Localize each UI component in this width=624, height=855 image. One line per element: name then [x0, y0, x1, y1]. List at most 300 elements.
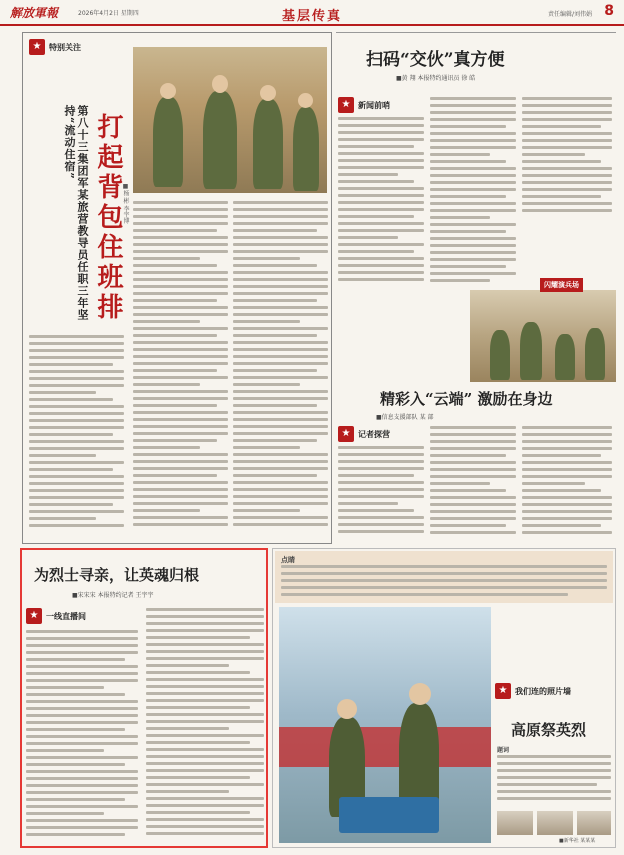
- text-line: [522, 461, 612, 464]
- text-line: [133, 446, 200, 449]
- text-line: [430, 244, 516, 247]
- text-line: [26, 672, 138, 675]
- feature-byline: ■杨 彬 李宇博: [122, 183, 129, 224]
- text-line: [133, 250, 228, 253]
- text-line: [338, 453, 424, 456]
- text-line: [29, 447, 124, 450]
- text-line: [26, 630, 138, 633]
- martyr-body-col1: [26, 630, 138, 842]
- text-line: [233, 481, 328, 484]
- text-line: [133, 362, 228, 365]
- feature-photo: [133, 47, 327, 193]
- text-line: [133, 397, 228, 400]
- text-line: [29, 496, 124, 499]
- text-line: [133, 320, 200, 323]
- pointers-box: [275, 551, 613, 603]
- reporter-visit-tag: ★ 记者探营: [338, 426, 390, 442]
- text-line: [233, 425, 328, 428]
- text-line: [233, 383, 300, 386]
- text-line: [133, 292, 228, 295]
- text-line: [497, 769, 611, 772]
- text-line: [430, 454, 506, 457]
- text-line: [430, 181, 516, 184]
- text-line: [338, 166, 424, 169]
- text-line: [26, 686, 104, 689]
- text-line: [233, 418, 328, 421]
- text-line: [26, 721, 138, 724]
- text-line: [133, 355, 228, 358]
- text-line: [522, 531, 612, 534]
- text-line: [522, 482, 585, 485]
- text-line: [233, 229, 317, 232]
- text-line: [338, 152, 424, 155]
- text-line: [29, 426, 124, 429]
- text-line: [338, 145, 414, 148]
- text-line: [233, 299, 317, 302]
- text-line: [430, 503, 516, 506]
- text-line: [133, 460, 228, 463]
- text-line: [146, 706, 250, 709]
- text-line: [26, 700, 138, 703]
- text-line: [522, 153, 585, 156]
- text-line: [522, 426, 612, 429]
- text-line: [133, 432, 228, 435]
- text-line: [133, 306, 228, 309]
- text-line: [430, 265, 506, 268]
- text-line: [233, 334, 317, 337]
- text-line: [146, 664, 229, 667]
- plateau-credit: ■新华社 某某某: [559, 838, 596, 844]
- cloud-body-col1: [338, 446, 424, 538]
- text-line: [146, 818, 264, 821]
- text-line: [281, 572, 607, 575]
- text-line: [133, 509, 200, 512]
- text-line: [26, 707, 138, 710]
- text-line: [233, 250, 328, 253]
- text-line: [430, 97, 516, 100]
- martyr-byline: ■宋宋宋 本报特约记者 王宇宇: [72, 592, 154, 599]
- text-line: [430, 258, 516, 261]
- pointers-text: [281, 565, 607, 601]
- text-line: [233, 516, 328, 519]
- text-line: [233, 236, 328, 239]
- text-line: [522, 195, 601, 198]
- star-icon: ★: [29, 39, 45, 55]
- text-line: [522, 97, 612, 100]
- drill-photo: [470, 290, 616, 382]
- text-line: [133, 201, 228, 204]
- text-line: [233, 306, 328, 309]
- article-plateau: [272, 548, 616, 848]
- text-line: [338, 243, 424, 246]
- plateau-body: [497, 755, 611, 807]
- text-line: [233, 285, 328, 288]
- text-line: [29, 363, 113, 366]
- text-line: [338, 236, 398, 239]
- photo-wall-tag: ★ 我们连的照片墙: [495, 683, 571, 699]
- text-line: [430, 461, 516, 464]
- text-line: [233, 474, 317, 477]
- text-line: [133, 425, 228, 428]
- text-line: [146, 783, 264, 786]
- text-line: [233, 432, 328, 435]
- text-line: [146, 671, 250, 674]
- text-line: [233, 495, 328, 498]
- text-line: [430, 125, 506, 128]
- text-line: [29, 349, 124, 352]
- text-line: [233, 341, 328, 344]
- text-line: [26, 819, 138, 822]
- text-line: [133, 495, 228, 498]
- text-line: [338, 229, 424, 232]
- text-line: [430, 195, 506, 198]
- qr-headline: 扫码“交伙”真方便: [366, 50, 505, 70]
- text-line: [29, 461, 124, 464]
- text-line: [26, 833, 125, 836]
- text-line: [26, 826, 138, 829]
- text-line: [338, 131, 424, 134]
- text-line: [497, 783, 597, 786]
- text-line: [522, 468, 612, 471]
- text-line: [430, 531, 516, 534]
- text-line: [233, 439, 317, 442]
- text-line: [522, 503, 612, 506]
- text-line: [281, 586, 607, 589]
- text-line: [146, 650, 264, 653]
- text-line: [522, 146, 612, 149]
- text-line: [29, 510, 124, 513]
- plateau-sub-label: 题词: [497, 747, 510, 754]
- text-line: [522, 209, 612, 212]
- text-line: [338, 481, 424, 484]
- text-line: [133, 334, 217, 337]
- text-line: [26, 644, 138, 647]
- cloud-byline: ■信息支援部队 某 部: [376, 414, 434, 421]
- text-line: [430, 230, 506, 233]
- text-line: [233, 376, 328, 379]
- text-line: [497, 755, 611, 758]
- text-line: [522, 118, 612, 121]
- text-line: [146, 804, 264, 807]
- text-line: [26, 714, 138, 717]
- masthead: [0, 0, 624, 26]
- qr-body-col3: [522, 97, 612, 222]
- text-line: [146, 713, 264, 716]
- text-line: [233, 278, 328, 281]
- text-line: [133, 341, 228, 344]
- text-line: [430, 118, 516, 121]
- text-line: [233, 271, 328, 274]
- text-line: [430, 433, 516, 436]
- text-line: [29, 412, 124, 415]
- text-line: [430, 440, 516, 443]
- text-line: [26, 693, 125, 696]
- text-line: [430, 153, 490, 156]
- text-line: [233, 362, 328, 365]
- text-line: [29, 524, 124, 527]
- text-line: [338, 278, 424, 281]
- text-line: [133, 229, 217, 232]
- text-line: [522, 167, 612, 170]
- text-line: [133, 418, 228, 421]
- text-line: [26, 763, 125, 766]
- text-line: [430, 146, 516, 149]
- text-line: [29, 335, 124, 338]
- text-line: [233, 215, 328, 218]
- text-line: [430, 510, 516, 513]
- article-martyr-family: [20, 548, 268, 848]
- text-line: [430, 482, 490, 485]
- text-line: [29, 468, 113, 471]
- text-line: [146, 762, 264, 765]
- text-line: [430, 517, 516, 520]
- plateau-headline: 高原祭英烈: [511, 721, 587, 739]
- text-line: [338, 194, 424, 197]
- star-icon: ★: [26, 608, 42, 624]
- text-line: [522, 524, 601, 527]
- text-line: [133, 299, 217, 302]
- qr-body-col2: [430, 97, 516, 287]
- text-line: [26, 742, 138, 745]
- text-line: [29, 503, 113, 506]
- text-line: [338, 488, 424, 491]
- text-line: [26, 798, 125, 801]
- text-line: [26, 812, 104, 815]
- text-line: [338, 495, 424, 498]
- text-line: [26, 637, 138, 640]
- text-line: [233, 523, 328, 526]
- pointers-label: 点睛: [281, 556, 295, 564]
- text-line: [146, 629, 264, 632]
- text-line: [338, 250, 414, 253]
- text-line: [338, 530, 424, 533]
- text-line: [430, 426, 516, 429]
- text-line: [338, 264, 424, 267]
- text-line: [233, 292, 328, 295]
- martyr-body-col2: [146, 608, 264, 842]
- text-line: [133, 285, 228, 288]
- text-line: [133, 278, 228, 281]
- text-line: [338, 208, 424, 211]
- text-line: [146, 678, 264, 681]
- text-line: [338, 509, 414, 512]
- text-line: [29, 475, 124, 478]
- text-line: [522, 510, 612, 513]
- text-line: [522, 517, 612, 520]
- star-icon: ★: [338, 426, 354, 442]
- text-line: [133, 313, 228, 316]
- newspaper-logo: 解放軍報: [10, 6, 59, 20]
- text-line: [146, 797, 264, 800]
- text-line: [29, 377, 124, 380]
- text-line: [146, 622, 264, 625]
- text-line: [338, 187, 424, 190]
- text-line: [133, 453, 228, 456]
- text-line: [430, 524, 506, 527]
- text-line: [233, 327, 328, 330]
- star-icon: ★: [495, 683, 511, 699]
- frontline-live-tag: ★ 一线直播间: [26, 608, 86, 624]
- text-line: [133, 390, 228, 393]
- text-line: [26, 770, 138, 773]
- text-line: [133, 488, 228, 491]
- text-line: [233, 488, 328, 491]
- text-line: [29, 454, 96, 457]
- text-line: [146, 776, 250, 779]
- text-line: [497, 797, 611, 800]
- text-line: [233, 460, 328, 463]
- text-line: [522, 454, 601, 457]
- text-line: [133, 516, 228, 519]
- text-line: [29, 384, 124, 387]
- text-line: [146, 755, 264, 758]
- text-line: [338, 180, 414, 183]
- text-line: [338, 271, 424, 274]
- text-line: [133, 243, 228, 246]
- text-line: [146, 720, 264, 723]
- text-line: [26, 749, 104, 752]
- text-line: [338, 201, 424, 204]
- text-line: [133, 467, 228, 470]
- plateau-small-photo-1: [497, 811, 533, 835]
- text-line: [146, 741, 250, 744]
- plateau-photo: [279, 607, 491, 843]
- text-line: [522, 188, 612, 191]
- text-line: [133, 383, 200, 386]
- martyr-headline: 为烈士寻亲，让英魂归根: [34, 566, 200, 584]
- text-line: [338, 502, 398, 505]
- text-line: [133, 257, 200, 260]
- text-line: [430, 188, 516, 191]
- text-line: [522, 433, 612, 436]
- text-line: [430, 489, 506, 492]
- text-line: [233, 509, 300, 512]
- text-line: [133, 502, 228, 505]
- qr-byline: ■黄 翔 本报特约通讯员 徐 皓: [396, 75, 476, 82]
- text-line: [133, 474, 217, 477]
- text-line: [338, 173, 398, 176]
- text-line: [233, 320, 300, 323]
- text-line: [146, 615, 264, 618]
- page-number: 8: [604, 3, 614, 19]
- text-line: [430, 216, 490, 219]
- text-line: [133, 376, 228, 379]
- text-line: [281, 579, 607, 582]
- text-line: [146, 699, 264, 702]
- text-line: [29, 489, 124, 492]
- text-line: [26, 728, 125, 731]
- text-line: [430, 111, 516, 114]
- text-line: [26, 679, 138, 682]
- text-line: [133, 208, 228, 211]
- text-line: [29, 433, 113, 436]
- text-line: [146, 825, 264, 828]
- text-line: [146, 769, 264, 772]
- text-line: [26, 665, 138, 668]
- text-line: [233, 453, 328, 456]
- text-line: [233, 502, 328, 505]
- text-line: [430, 468, 516, 471]
- text-line: [338, 460, 424, 463]
- text-line: [338, 215, 414, 218]
- text-line: [281, 565, 607, 568]
- text-line: [430, 272, 516, 275]
- article-cloud: [336, 386, 616, 542]
- feature-special-focus: [22, 32, 332, 544]
- text-line: [146, 685, 264, 688]
- text-line: [26, 658, 125, 661]
- text-line: [133, 411, 228, 414]
- text-line: [430, 132, 516, 135]
- feature-body-col2: [133, 201, 228, 536]
- star-icon: ★: [338, 97, 354, 113]
- page-section-title: 基层传真: [281, 9, 342, 24]
- text-line: [29, 482, 124, 485]
- text-line: [522, 174, 612, 177]
- text-line: [430, 223, 516, 226]
- text-line: [522, 181, 612, 184]
- text-line: [338, 159, 424, 162]
- text-line: [338, 474, 414, 477]
- text-line: [146, 734, 264, 737]
- text-line: [522, 475, 612, 478]
- text-line: [430, 447, 516, 450]
- text-line: [338, 138, 424, 141]
- text-line: [233, 404, 317, 407]
- text-line: [522, 111, 612, 114]
- text-line: [26, 777, 138, 780]
- drill-photo-label: 闪耀演兵场: [540, 278, 583, 292]
- text-line: [522, 132, 612, 135]
- cloud-body-col3: [522, 426, 612, 538]
- text-line: [233, 369, 317, 372]
- text-line: [146, 636, 250, 639]
- text-line: [26, 784, 138, 787]
- text-line: [522, 139, 612, 142]
- text-line: [338, 117, 424, 120]
- text-line: [233, 257, 300, 260]
- text-line: [29, 405, 124, 408]
- text-line: [233, 390, 328, 393]
- text-line: [29, 342, 124, 345]
- text-line: [146, 832, 264, 835]
- text-line: [146, 608, 264, 611]
- text-line: [133, 271, 228, 274]
- editor-credit: 责任编辑/刘伟娟: [547, 11, 592, 18]
- text-line: [233, 467, 328, 470]
- text-line: [133, 327, 228, 330]
- feature-body-col3: [233, 201, 328, 536]
- text-line: [497, 762, 611, 765]
- text-line: [133, 481, 228, 484]
- text-line: [233, 446, 300, 449]
- text-line: [430, 160, 506, 163]
- text-line: [497, 790, 611, 793]
- text-line: [29, 356, 124, 359]
- cloud-body-col2: [430, 426, 516, 538]
- text-line: [522, 160, 601, 163]
- text-line: [26, 651, 138, 654]
- feature-body-col1: [29, 335, 124, 535]
- text-line: [133, 369, 217, 372]
- text-line: [522, 447, 612, 450]
- text-line: [497, 776, 611, 779]
- text-line: [233, 411, 328, 414]
- text-line: [133, 222, 228, 225]
- text-line: [430, 279, 490, 282]
- text-line: [430, 209, 516, 212]
- text-line: [233, 355, 328, 358]
